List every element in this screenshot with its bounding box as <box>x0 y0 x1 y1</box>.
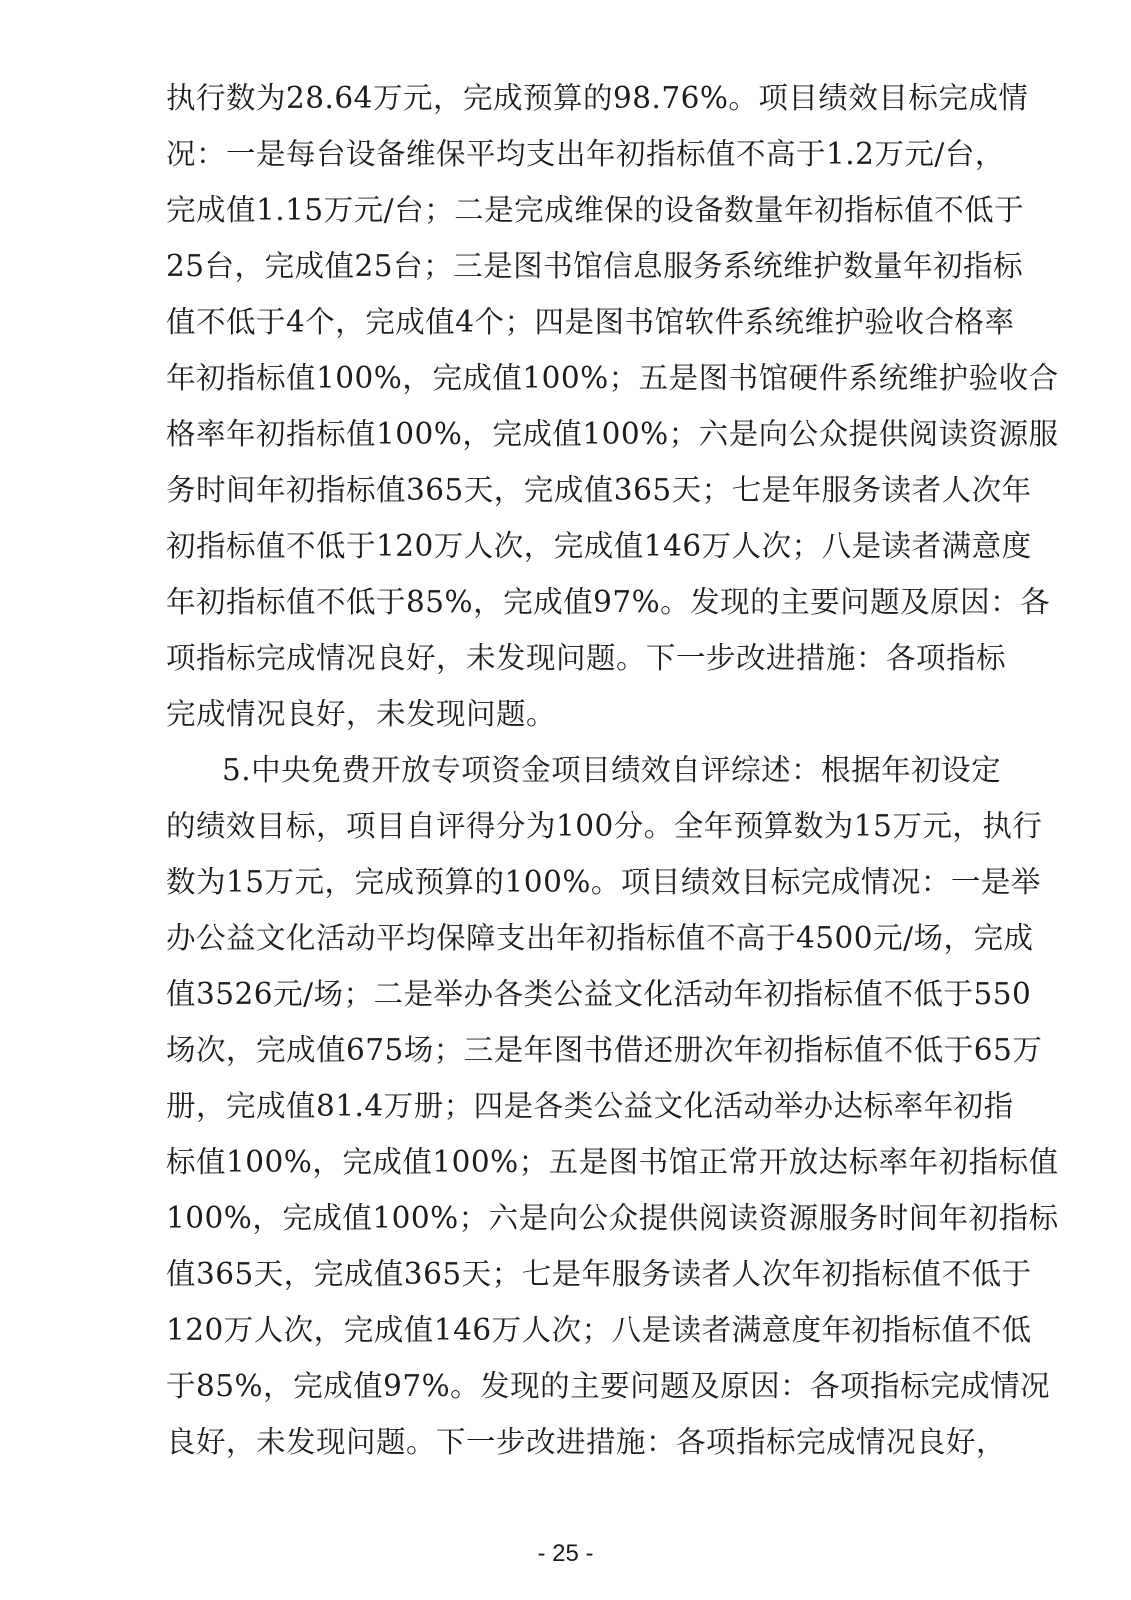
page-number: - 25 - <box>537 1540 594 1567</box>
text-line: 务时间年初指标值365天，完成值365天；七是年服务读者人次年 <box>166 473 1032 507</box>
text-line: 完成情况良好，未发现问题。 <box>166 697 557 731</box>
text-line: 初指标值不低于120万人次，完成值146万人次；八是读者满意度 <box>166 529 1032 563</box>
text-line: 120万人次，完成值146万人次；八是读者满意度年初指标值不低 <box>166 1313 1032 1347</box>
text-line: 的绩效目标，项目自评得分为100分。全年预算数为15万元，执行 <box>166 809 1043 843</box>
text-line: 册，完成值81.4万册；四是各类公益文化活动举办达标率年初指 <box>166 1089 1014 1123</box>
text-line: 数为15万元，完成预算的100%。项目绩效目标完成情况：一是举 <box>166 865 1041 899</box>
text-line: 良好，未发现问题。下一步改进措施：各项指标完成情况良好， <box>166 1425 1007 1459</box>
paragraph-start-line: 5.中央免费开放专项资金项目绩效自评综述：根据年初设定 <box>222 753 1002 787</box>
text-line: 执行数为28.64万元，完成预算的98.76%。项目绩效目标完成情 <box>166 81 1029 115</box>
text-line: 场次，完成值675场；三是年图书借还册次年初指标值不低于65万 <box>166 1033 1043 1067</box>
text-line: 况：一是每台设备维保平均支出年初指标值不高于1.2万元/台， <box>166 137 1005 171</box>
text-line: 值3526元/场；二是举办各类公益文化活动年初指标值不低于550 <box>166 977 1032 1011</box>
text-line: 格率年初指标值100%，完成值100%；六是向公众提供阅读资源服 <box>166 417 1059 451</box>
text-line: 完成值1.15万元/台；二是完成维保的设备数量年初指标值不低于 <box>166 193 1025 227</box>
text-line: 25台，完成值25台；三是图书馆信息服务系统维护数量年初指标 <box>166 249 1024 283</box>
text-line: 值365天，完成值365天；七是年服务读者人次年初指标值不低于 <box>166 1257 1032 1291</box>
text-line: 于85%，完成值97%。发现的主要问题及原因：各项指标完成情况 <box>166 1369 1051 1403</box>
text-line: 项指标完成情况良好，未发现问题。下一步改进措施：各项指标 <box>166 641 1007 675</box>
text-line: 100%，完成值100%；六是向公众提供阅读资源服务时间年初指标 <box>166 1201 1059 1235</box>
text-line: 年初指标值100%，完成值100%；五是图书馆硬件系统维护验收合 <box>166 361 1059 395</box>
body-text <box>166 70 1059 1470</box>
text-line: 值不低于4个，完成值4个；四是图书馆软件系统维护验收合格率 <box>166 305 1015 339</box>
text-line: 办公益文化活动平均保障支出年初指标值不高于4500元/场，完成 <box>166 921 1034 955</box>
text-line: 标值100%，完成值100%；五是图书馆正常开放达标率年初指标值 <box>166 1145 1059 1179</box>
text-line: 年初指标值不低于85%，完成值97%。发现的主要问题及原因：各 <box>166 585 1051 619</box>
